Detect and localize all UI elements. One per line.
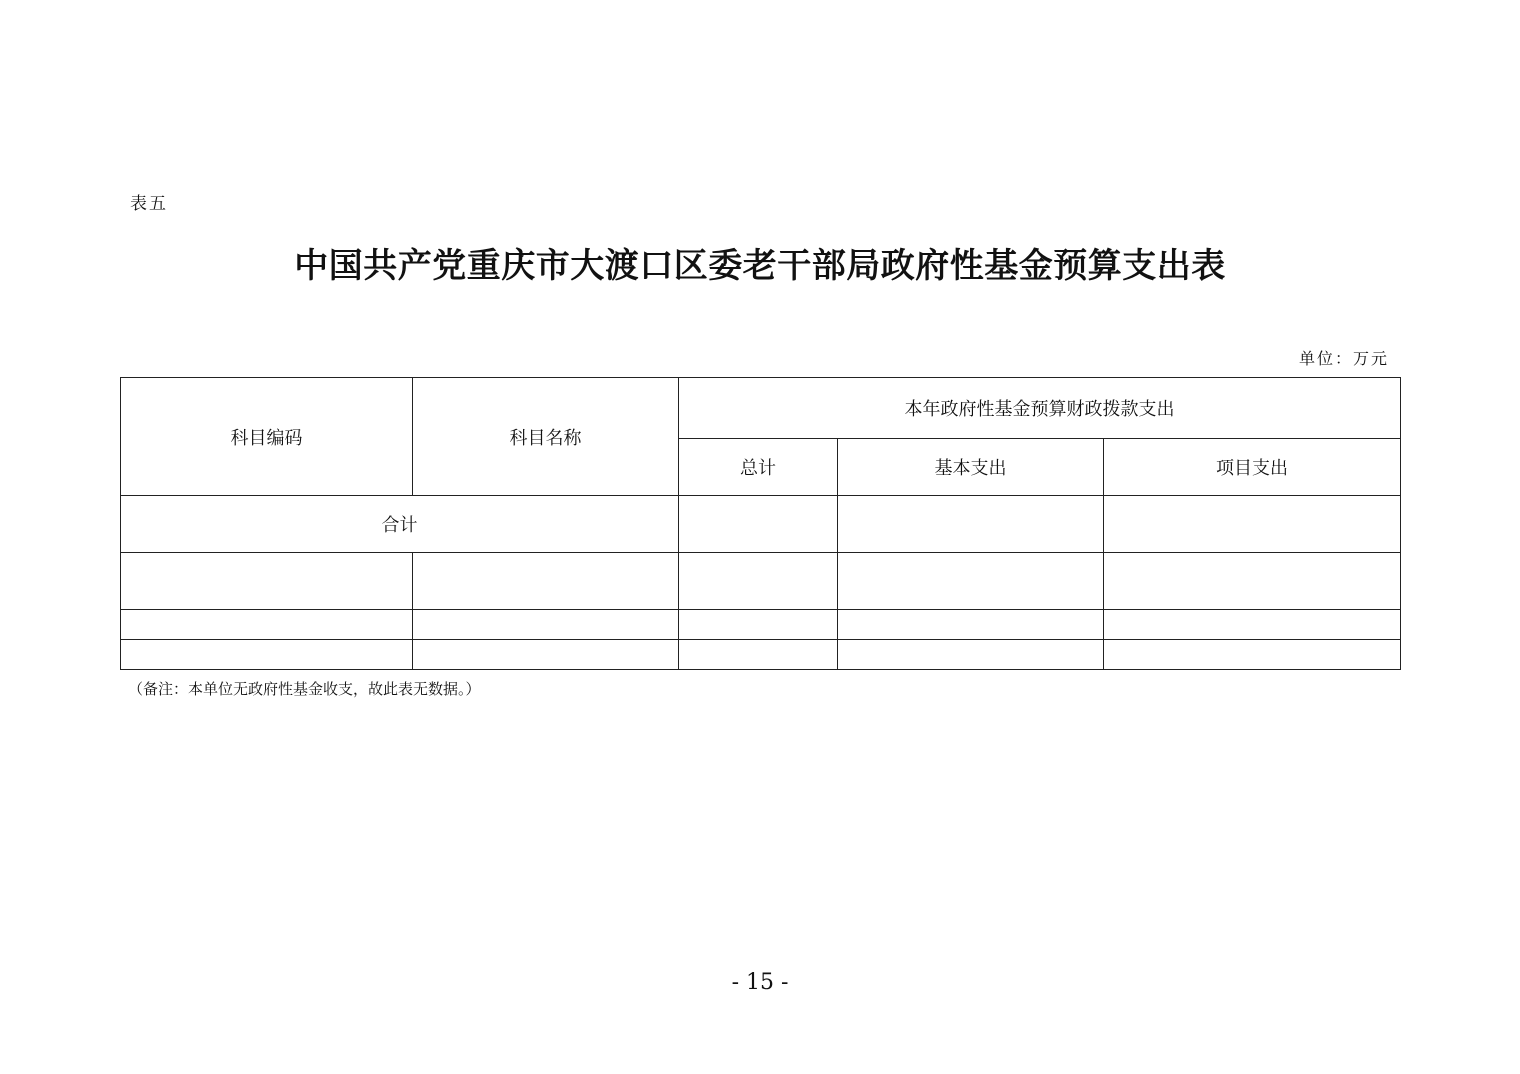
table-cell (679, 640, 838, 670)
table-cell (679, 553, 838, 610)
page-number: - 15 - (731, 970, 789, 995)
table-row (121, 553, 1401, 610)
table-cell (121, 640, 413, 670)
table-cell (838, 610, 1104, 640)
table-cell (1104, 553, 1401, 610)
header-project-expenditure: 项目支出 (1104, 439, 1401, 496)
header-subject-code: 科目编码 (121, 378, 413, 496)
header-subject-name: 科目名称 (413, 378, 679, 496)
table-row (121, 610, 1401, 640)
budget-table (120, 377, 1401, 670)
unit-label: 单位：万元 (1298, 349, 1389, 368)
document-title: 中国共产党重庆市大渡口区委老干部局政府性基金预算支出表 (294, 246, 1226, 286)
table-cell (413, 610, 679, 640)
header-basic-expenditure: 基本支出 (838, 439, 1104, 496)
table-row-total (121, 496, 1401, 553)
table-number-label: 表五 (130, 194, 168, 214)
table-cell (1104, 610, 1401, 640)
table-cell (679, 610, 838, 640)
table-header-row (121, 378, 1401, 439)
table-row (121, 640, 1401, 670)
total-cell-total (679, 496, 838, 553)
total-cell-basic (838, 496, 1104, 553)
table-cell (413, 640, 679, 670)
header-total: 总计 (679, 439, 838, 496)
table-note: （备注：本单位无政府性基金收支，故此表无数据。） (128, 680, 481, 698)
table-cell (413, 553, 679, 610)
table-cell (838, 640, 1104, 670)
header-fund-expenditure-group: 本年政府性基金预算财政拨款支出 (679, 378, 1401, 439)
table-cell (1104, 640, 1401, 670)
total-row-label: 合计 (121, 496, 679, 553)
table-cell (838, 553, 1104, 610)
total-cell-project (1104, 496, 1401, 553)
table-cell (121, 553, 413, 610)
table-cell (121, 610, 413, 640)
